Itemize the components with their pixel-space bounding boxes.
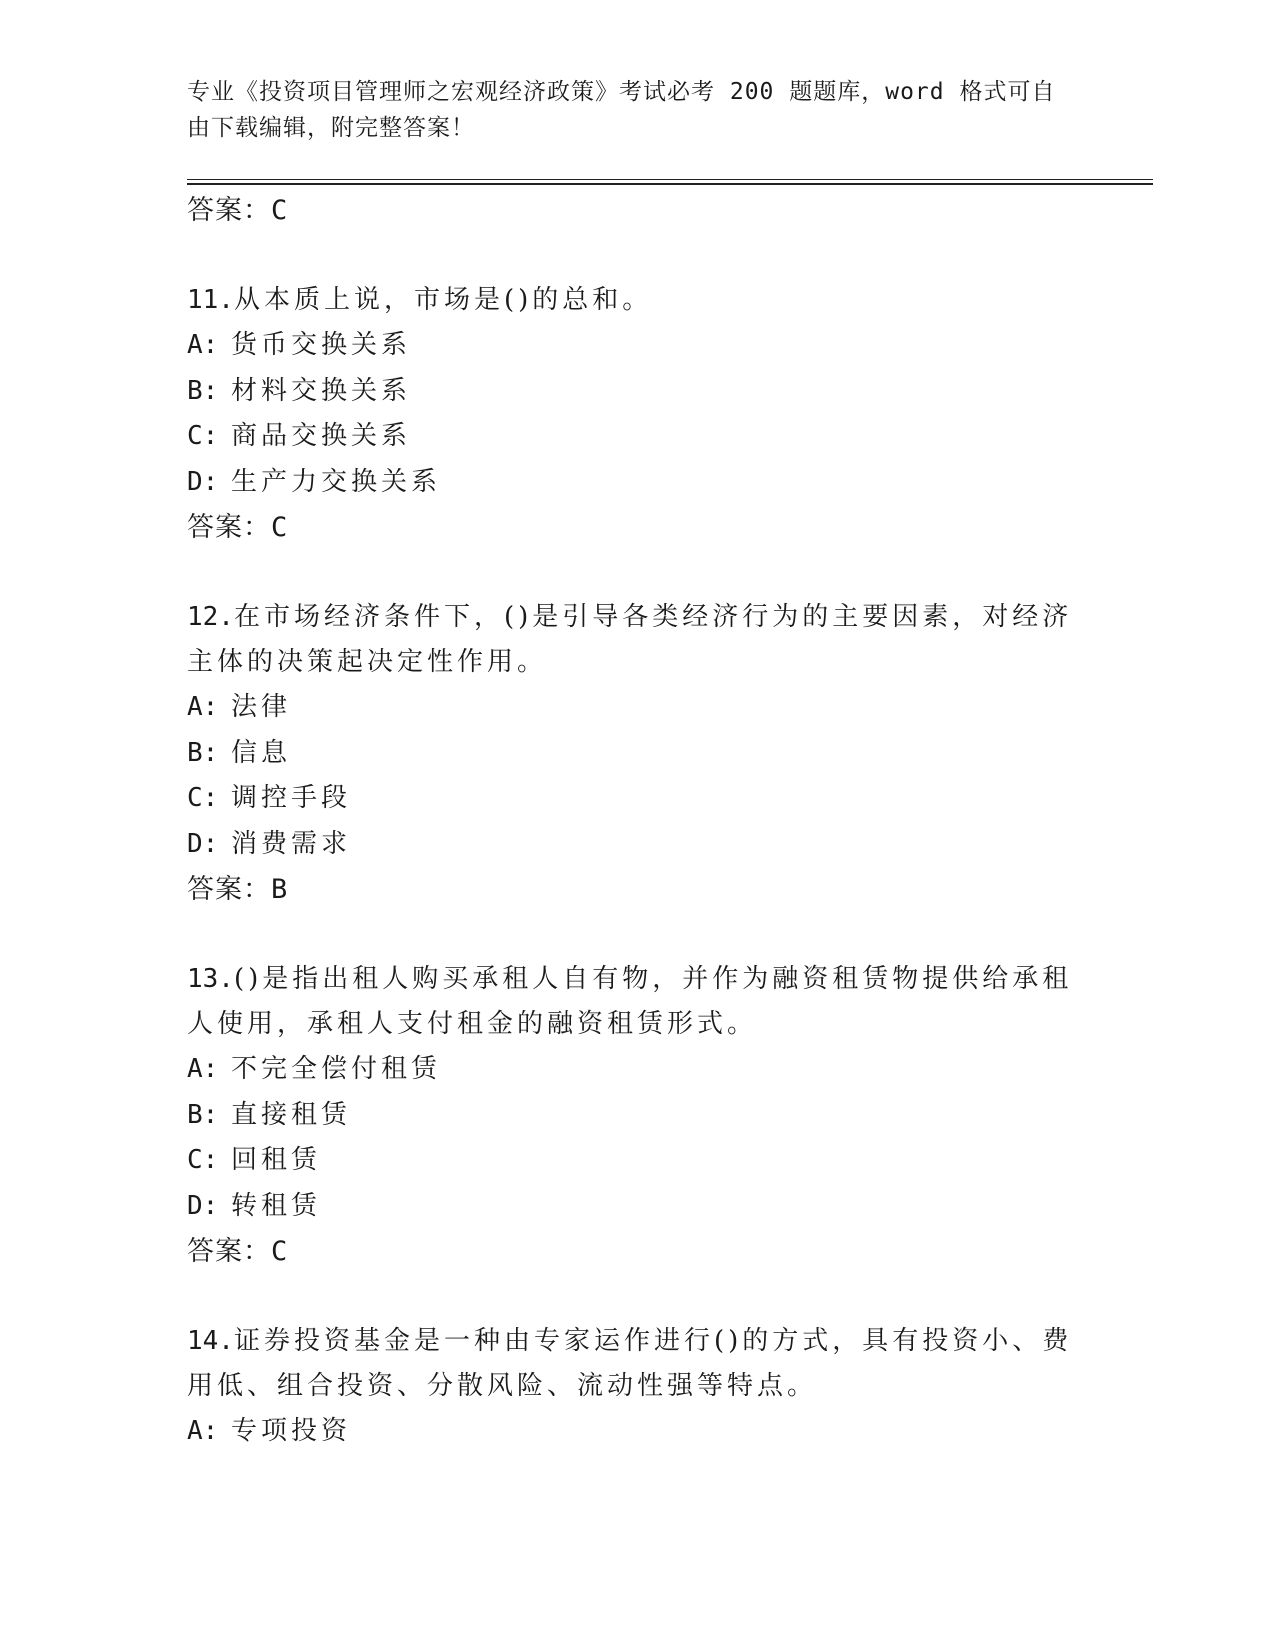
option-letter: D:	[187, 828, 219, 859]
option-text: 转租赁	[231, 1190, 322, 1221]
option-text: 直接租赁	[231, 1099, 352, 1130]
option-d	[187, 1184, 1087, 1230]
option-letter: D:	[187, 466, 219, 497]
option-text: 调控手段	[231, 783, 352, 813]
question-11	[187, 278, 1087, 551]
answer-value: C	[271, 195, 289, 226]
option-letter: C:	[187, 1145, 219, 1175]
option-b	[187, 731, 1087, 777]
option-b	[187, 369, 1087, 415]
option-letter: A:	[187, 1416, 219, 1446]
answer-label: 答案：	[187, 1236, 271, 1267]
option-text: 法律	[231, 692, 292, 722]
question-text: 从本质上说，市场是()的总和。	[233, 285, 653, 315]
option-d	[187, 460, 1087, 506]
option-letter: A:	[187, 692, 219, 722]
question-number: 14.	[187, 1326, 234, 1356]
option-text: 不完全偿付租赁	[231, 1054, 442, 1084]
question-stem	[187, 1319, 1087, 1409]
option-c	[187, 776, 1087, 822]
answer-line	[187, 867, 1087, 913]
option-text: 货币交换关系	[231, 330, 412, 360]
question-stem	[187, 278, 1087, 323]
option-text: 信息	[231, 737, 292, 768]
answer-label: 答案：	[187, 195, 271, 226]
answer-value: C	[271, 1236, 289, 1267]
option-text: 专项投资	[231, 1416, 352, 1446]
option-text: 消费需求	[231, 828, 352, 859]
question-text: 证券投资基金是一种由专家运作进行()的方式，具有投资小、费用低、组合投资、分散风险、流动性强等特点。	[187, 1326, 1073, 1401]
option-text: 商品交换关系	[231, 421, 412, 451]
header-divider-thin	[187, 179, 1153, 180]
page-header: 专业《投资项目管理师之宏观经济政策》考试必考 200 题题库，word 格式可自由下载编辑，附完整答案！	[187, 79, 1056, 141]
option-c	[187, 1138, 1087, 1184]
answer-line-prev	[187, 188, 1087, 234]
option-letter: A:	[187, 330, 219, 360]
option-letter: B:	[187, 1099, 219, 1130]
option-letter: A:	[187, 1054, 219, 1084]
question-14	[187, 1319, 1087, 1455]
answer-line	[187, 1229, 1087, 1275]
answer-value: C	[271, 512, 289, 543]
question-list	[187, 188, 1087, 1455]
answer-label: 答案：	[187, 512, 271, 543]
option-letter: D:	[187, 1190, 219, 1221]
question-stem	[187, 957, 1087, 1047]
option-d	[187, 822, 1087, 868]
header-divider-thick	[187, 183, 1153, 185]
option-a	[187, 1047, 1087, 1093]
option-text: 回租赁	[231, 1145, 322, 1175]
option-text: 生产力交换关系	[231, 466, 442, 497]
option-letter: C:	[187, 783, 219, 813]
option-b	[187, 1093, 1087, 1139]
question-stem	[187, 595, 1087, 685]
option-c	[187, 414, 1087, 460]
question-text: ()是指出租人购买承租人自有物，并作为融资租赁物提供给承租人使用，承租人支付租金的融资租赁形式。	[187, 964, 1073, 1039]
option-a	[187, 685, 1087, 731]
option-letter: C:	[187, 421, 219, 451]
option-letter: B:	[187, 375, 219, 406]
answer-value: B	[271, 874, 289, 905]
option-letter: B:	[187, 737, 219, 768]
answer-line	[187, 505, 1087, 551]
option-a	[187, 1409, 1087, 1455]
question-13	[187, 957, 1087, 1275]
question-number: 12.	[187, 602, 234, 632]
question-number: 13.	[187, 964, 234, 994]
question-12	[187, 595, 1087, 913]
option-text: 材料交换关系	[231, 375, 412, 406]
option-a	[187, 323, 1087, 369]
question-number: 11.	[187, 285, 234, 315]
answer-label: 答案：	[187, 874, 271, 905]
question-text: 在市场经济条件下，()是引导各类经济行为的主要因素，对经济主体的决策起决定性作用。	[187, 602, 1073, 677]
